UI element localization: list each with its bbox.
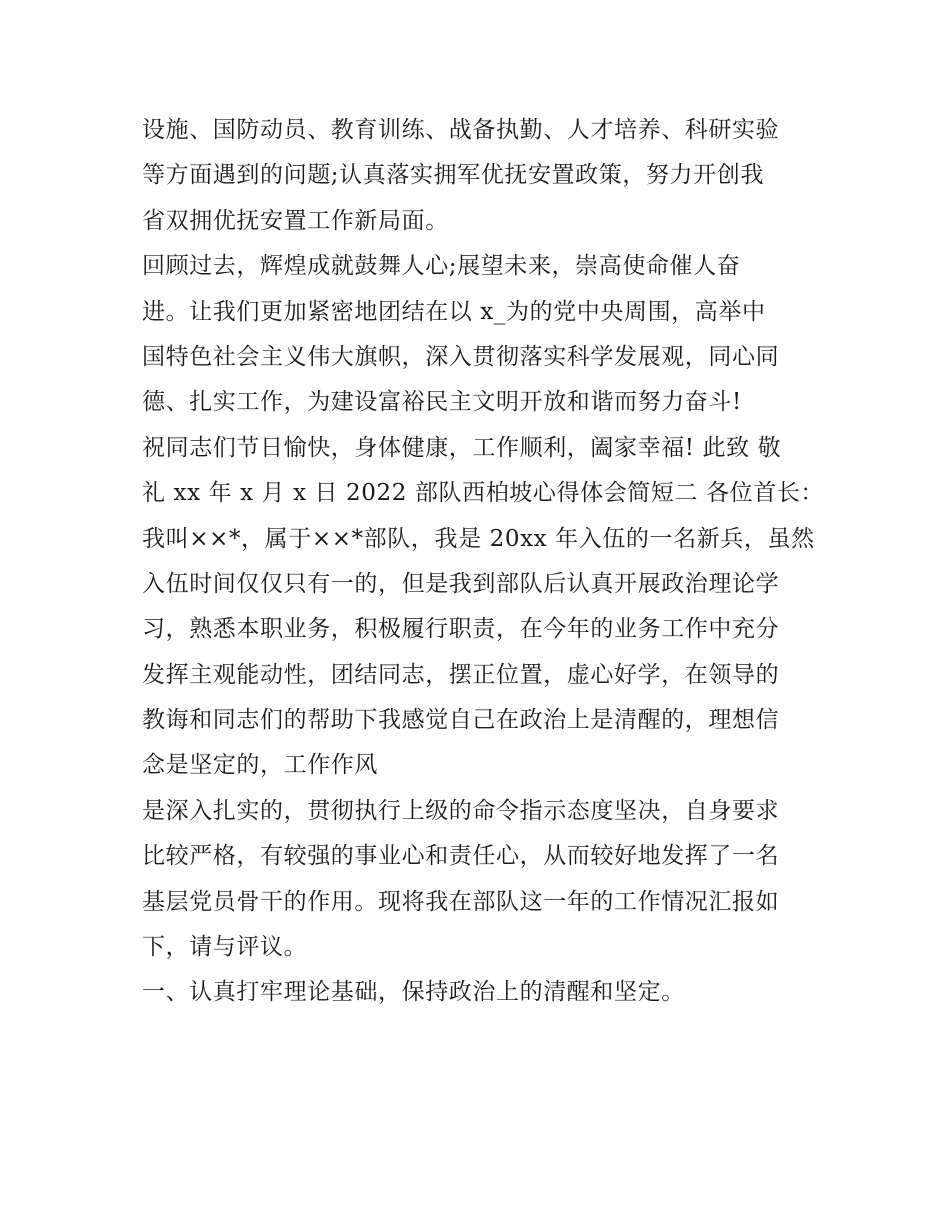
text-line: 发挥主观能动性，团结同志，摆正位置，虚心好学，在领导的 [142,661,780,688]
text-line: 是深入扎实的，贯彻执行上级的命令指示态度坚决，自身要求 [142,797,780,824]
text-line: 德、扎实工作，为建设富裕民主文明开放和谐而努力奋斗! [142,389,742,416]
text-line: 国特色社会主义伟大旗帜，深入贯彻落实科学发展观，同心同 [142,343,780,370]
text-line: 习，熟悉本职业务，积极履行职责，在今年的业务工作中充分 [142,616,780,643]
text-line: 入伍时间仅仅只有一的，但是我到部队后认真开展政治理论学 [142,570,780,597]
text-line: 等方面遇到的问题;认真落实拥军优抚安置政策，努力开创我 [142,162,764,189]
text-line: 基层党员骨干的作用。现将我在部队这一年的工作情况汇报如 [142,888,780,915]
text-line: 一、认真打牢理论基础，保持政治上的清醒和坚定。 [142,979,685,1006]
text-line: 设施、国防动员、教育训练、战备执勤、人才培养、科研实验 [142,117,780,143]
text-line: 礼 xx 年 x 月 x 日 2022 部队西柏坡心得体会简短二 各位首长： [142,480,825,507]
text-line: 念是坚定的，工作作风 [142,752,378,779]
text-line: 回顾过去，辉煌成就鼓舞人心;展望未来，崇高使命催人奋 [142,253,741,280]
document-body [142,108,825,1016]
text-line: 祝同志们节日愉快，身体健康，工作顺利，阖家幸福! 此致 敬 [142,434,782,461]
text-line: 比较严格，有较强的事业心和责任心，从而较好地发挥了一名 [142,843,780,870]
text-line: 省双拥优抚安置工作新局面。 [142,207,449,234]
text-line: 我叫××*，属于××*部队，我是 20xx 年入伍的一名新兵，虽然 [142,525,815,552]
text-line: 教诲和同志们的帮助下我感觉自己在政治上是清醒的，理想信 [142,707,780,734]
text-line: 进。让我们更加紧密地团结在以 x_为的党中央周围，高举中 [142,298,766,325]
text-line: 下，请与评议。 [142,934,308,961]
